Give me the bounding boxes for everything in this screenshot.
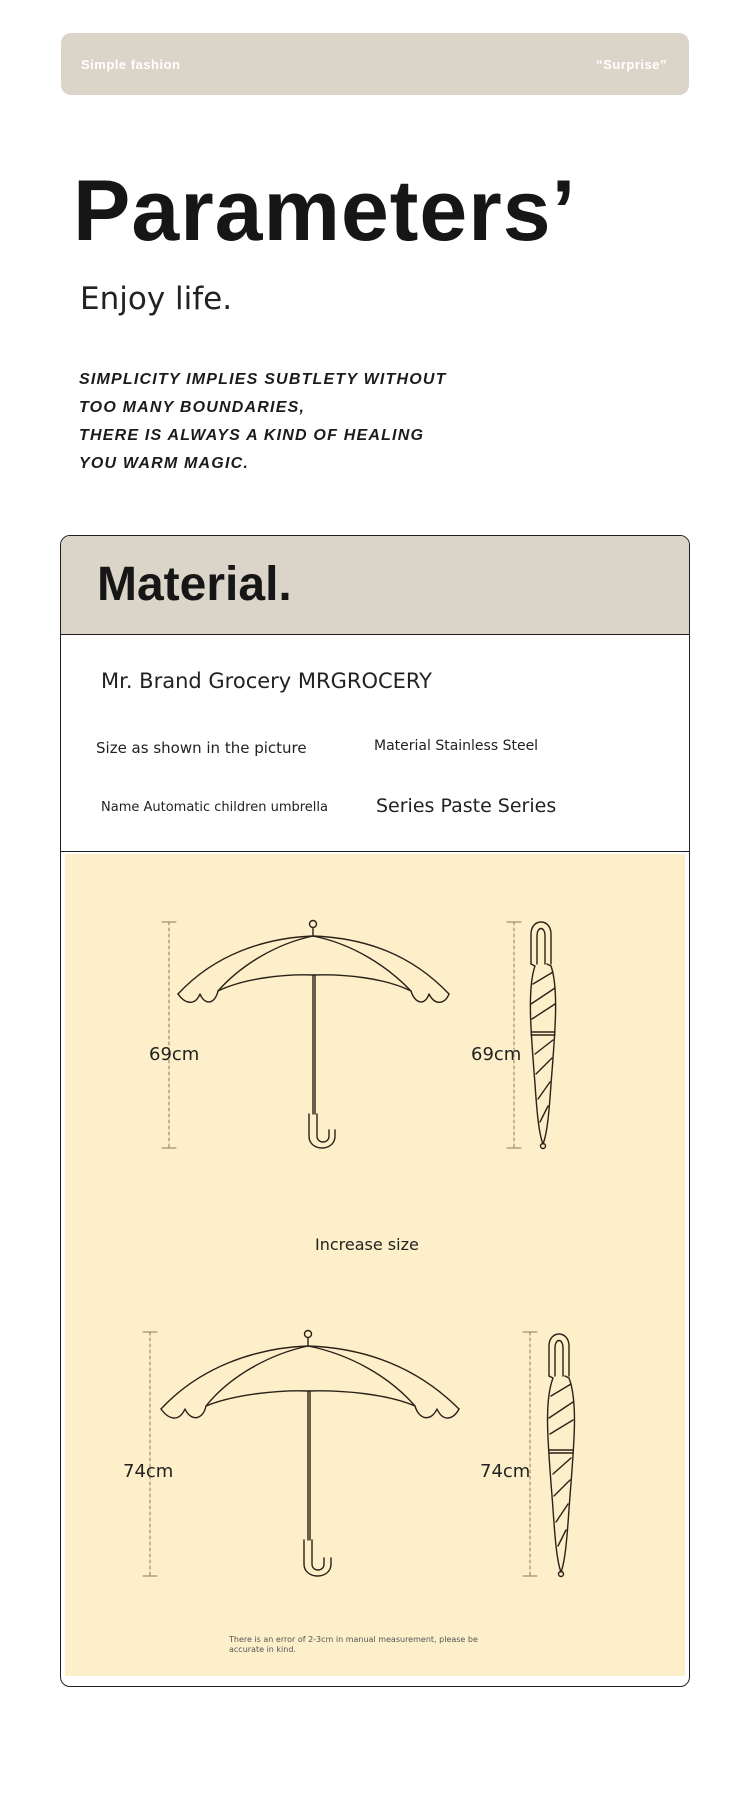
slogan-line: YOU WARM MAGIC. bbox=[79, 455, 249, 472]
material-title: Material. bbox=[97, 558, 292, 611]
material-card bbox=[60, 535, 690, 1687]
umbrella-closed-large-icon bbox=[523, 1332, 574, 1577]
material-header bbox=[61, 536, 689, 635]
increase-size-label: Increase size bbox=[315, 1235, 419, 1254]
slogan-line: SIMPLICITY IMPLIES SUBTLETY WITHOUT bbox=[79, 371, 447, 388]
spec-brand: Mr. Brand Grocery MRGROCERY bbox=[101, 669, 433, 693]
spec-material: Material Stainless Steel bbox=[374, 738, 539, 754]
banner-left-label: Simple fashion bbox=[81, 57, 181, 72]
spec-table bbox=[61, 635, 689, 852]
page-subtitle: Enjoy life. bbox=[80, 281, 233, 317]
small-closed-height-label: 69cm bbox=[471, 1044, 522, 1065]
measurement-note: There is an error of 2-3cm in manual measurement, please be accurate in kind. bbox=[229, 1635, 478, 1654]
umbrella-closed-icon bbox=[507, 922, 556, 1149]
banner-right-label: “Surprise” bbox=[596, 57, 667, 72]
slogan-line: TOO MANY BOUNDARIES, bbox=[79, 399, 306, 416]
large-closed-height-label: 74cm bbox=[480, 1461, 531, 1482]
page-title: Parameters’ bbox=[73, 163, 577, 259]
size-diagram bbox=[65, 854, 685, 1676]
umbrella-open-large-icon bbox=[143, 1331, 459, 1577]
umbrella-open-icon bbox=[162, 921, 449, 1149]
spec-series: Series Paste Series bbox=[376, 795, 557, 817]
top-banner bbox=[61, 33, 689, 95]
small-open-height-label: 69cm bbox=[149, 1044, 200, 1065]
spec-size: Size as shown in the picture bbox=[96, 739, 307, 757]
large-open-height-label: 74cm bbox=[123, 1461, 174, 1482]
slogan-block bbox=[79, 370, 599, 482]
spec-name: Name Automatic children umbrella bbox=[101, 800, 328, 815]
slogan-line: THERE IS ALWAYS A KIND OF HEALING bbox=[79, 427, 425, 444]
